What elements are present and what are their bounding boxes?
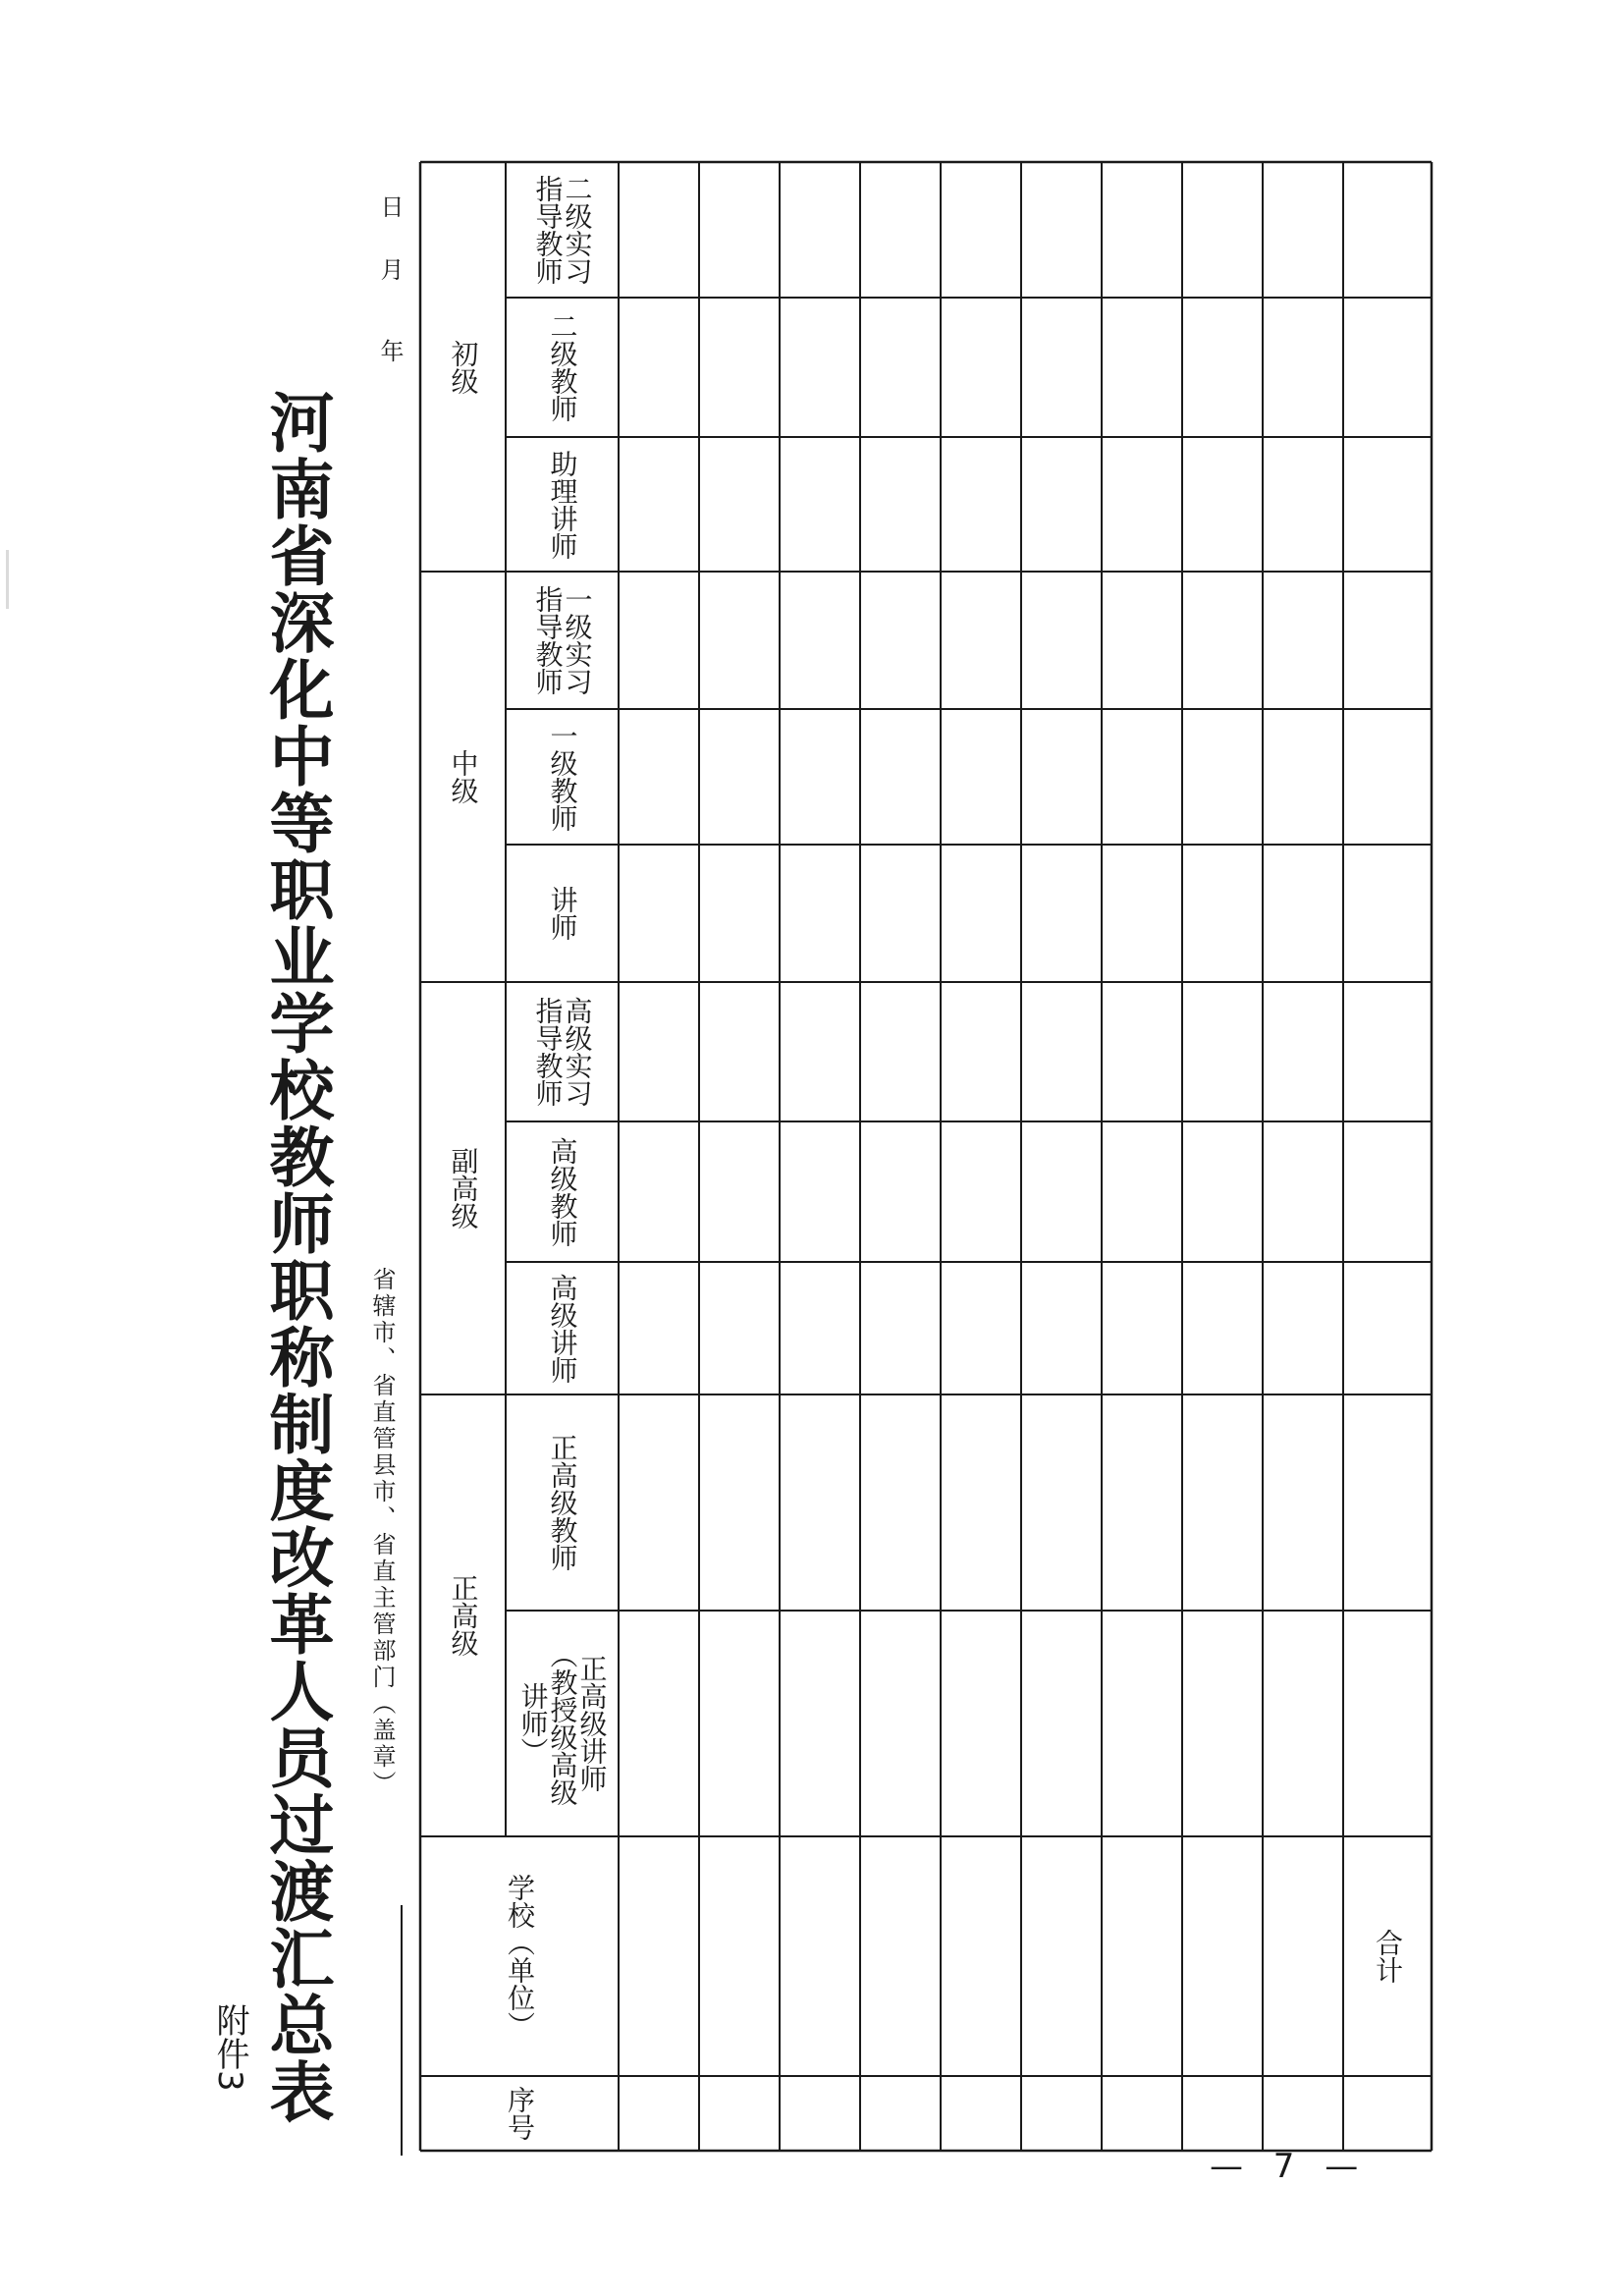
total-label-line-0: 合计 (1372, 1929, 1404, 1984)
header-sub-fu-1 (506, 1262, 619, 1394)
header-sub-chu-3 (506, 162, 619, 298)
table-row (941, 162, 1021, 2151)
table-row (1102, 162, 1182, 2151)
header-sub-zhong-2-line-0: 一级教师 (546, 722, 579, 832)
header-sub-chu-3-line-1: 指导教师 (531, 175, 565, 285)
header-sub-fu-2 (506, 1121, 619, 1262)
header-sub-zheng-1-line-0: 正高级讲师 (575, 1655, 609, 1792)
header-group-fu-text (449, 1147, 478, 1230)
header-sub-zhong-3-line-1: 指导教师 (531, 585, 565, 695)
header-group-zhong (420, 572, 506, 982)
header-sub-zheng-2-text (548, 1434, 577, 1571)
date-day-label: 日 (376, 194, 404, 218)
header-seq (420, 2076, 619, 2151)
header-sub-zhong-1-line-0: 讲师 (546, 886, 579, 941)
header-sub-zhong-2 (506, 709, 619, 845)
header-sub-chu-2-line-0: 二级教师 (546, 312, 579, 422)
header-sub-chu-3-line-0: 二级实习 (561, 175, 594, 285)
date-year-label: 年 (376, 339, 404, 362)
table-row (1021, 162, 1102, 2151)
table-row (619, 162, 699, 2151)
header-school (420, 1836, 619, 2076)
header-sub-chu-3-text (533, 175, 592, 285)
header-group-chu-line-0: 初级 (447, 339, 480, 395)
header-school-line-0: 学校（单位） (504, 1874, 536, 2039)
header-sub-zheng-1-line-1: （教授级高级 (546, 1641, 579, 1806)
header-sub-zhong-1 (506, 845, 619, 982)
header-seq-line-0: 序号 (504, 2086, 536, 2141)
total-label (1343, 1836, 1432, 2076)
date-month-label: 月 (376, 257, 404, 281)
header-sub-fu-3-line-0: 高级实习 (561, 997, 594, 1107)
header-sub-zheng-2 (506, 1394, 619, 1611)
header-sub-chu-2 (506, 298, 619, 437)
table-row (1263, 162, 1343, 2151)
header-sub-fu-2-text (548, 1137, 577, 1247)
header-sub-chu-1-text (548, 450, 577, 560)
header-group-zheng-text (449, 1574, 478, 1657)
header-group-fu-line-0: 副高级 (447, 1147, 480, 1230)
header-group-chu-text (449, 340, 478, 395)
page-number: — 7 — (1210, 2147, 1369, 2186)
header-sub-chu-1-line-0: 助理讲师 (546, 449, 579, 560)
table-row (699, 162, 780, 2151)
header-group-zhong-text (449, 749, 478, 804)
header-sub-fu-2-line-0: 高级教师 (546, 1136, 579, 1247)
header-sub-chu-1 (506, 437, 619, 572)
header-sub-fu-1-line-0: 高级讲师 (546, 1273, 579, 1384)
header-group-zheng (420, 1394, 506, 1836)
table-row (1182, 162, 1263, 2151)
header-group-chu (420, 162, 506, 572)
table-row (780, 162, 860, 2151)
header-sub-zheng-2-line-0: 正高级教师 (546, 1434, 579, 1571)
total-label-text (1373, 1929, 1402, 1984)
attachment-label: 附件3 (210, 2003, 249, 2092)
header-sub-fu-1-text (548, 1274, 577, 1384)
header-sub-zhong-3 (506, 572, 619, 709)
header-sub-zhong-3-line-0: 一级实习 (561, 585, 594, 695)
header-sub-fu-3 (506, 982, 619, 1121)
page-title: 河南省深化中等职业学校教师职称制度改革人员过渡汇总表 (258, 389, 335, 2125)
header-sub-zhong-1-text (548, 886, 577, 941)
header-sub-fu-3-line-1: 指导教师 (531, 997, 565, 1107)
header-sub-zheng-1-text (518, 1641, 607, 1806)
header-sub-zhong-3-text (533, 585, 592, 695)
header-group-zheng-line-0: 正高级 (447, 1574, 480, 1657)
header-sub-zheng-1-line-2: 讲师） (516, 1682, 550, 1765)
table-row (860, 162, 941, 2151)
header-seq-text (505, 2086, 534, 2141)
header-sub-chu-2-text (548, 312, 577, 422)
header-sub-zhong-2-text (548, 722, 577, 832)
subtitle: 省辖市、省直管县市、省直主管部门（盖章） (368, 1267, 396, 1797)
header-group-fu (420, 982, 506, 1394)
header-sub-zheng-1 (506, 1611, 619, 1836)
header-group-zhong-line-0: 中级 (447, 749, 480, 804)
header-sub-fu-3-text (533, 997, 592, 1107)
header-school-text (505, 1874, 534, 2039)
